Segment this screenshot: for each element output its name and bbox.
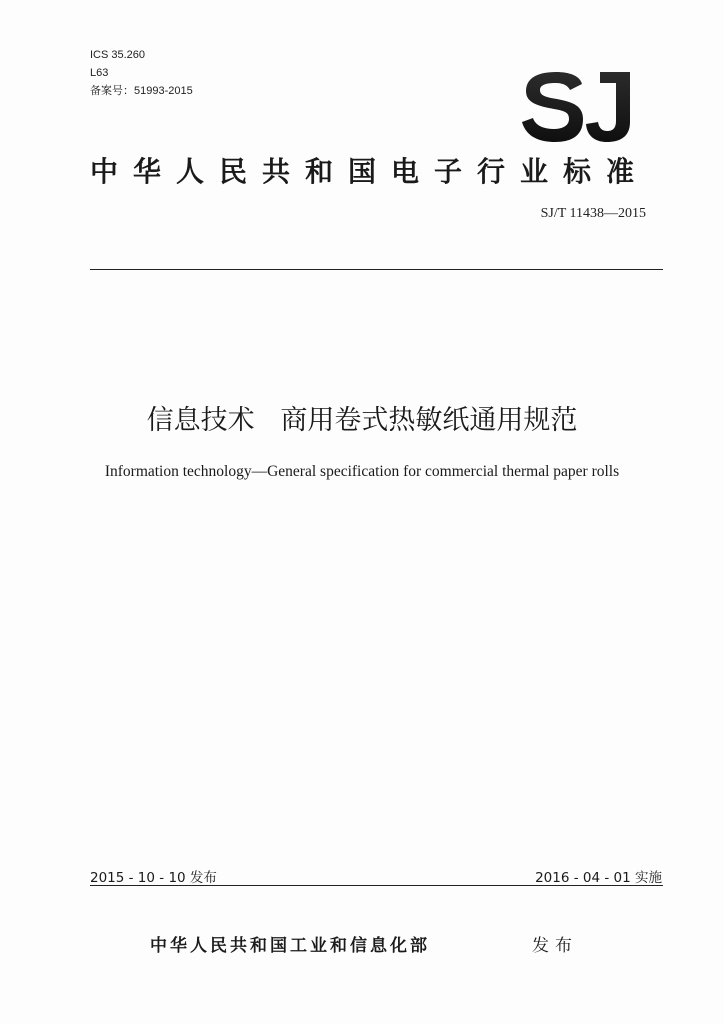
standard-number: SJ/T 11438—2015 xyxy=(540,206,646,221)
standard-title-english: Information technology—General specification for commercial thermal paper rolls xyxy=(104,463,620,480)
top-divider xyxy=(90,269,663,270)
standard-category-title: 中华人民共和国电子行业标准 xyxy=(90,155,650,188)
logo-letter-s xyxy=(522,72,583,142)
issuing-authority: 中华人民共和国工业和信息化部 xyxy=(150,936,430,956)
bottom-divider xyxy=(90,885,663,886)
ics-code: ICS 35.260 xyxy=(90,49,146,61)
logo-letter-j xyxy=(586,72,630,142)
issue-label: 发布 xyxy=(532,936,578,956)
classification-info xyxy=(90,46,193,100)
ccs-code: L63 xyxy=(90,67,109,79)
record-number: 备案号：51993-2015 xyxy=(90,85,193,97)
standard-title-chinese: 信息技术 商用卷式热敏纸通用规范 xyxy=(146,405,578,436)
implementation-date: 2016 - 04 - 01 实施 xyxy=(535,870,662,886)
issue-date: 2015 - 10 - 10 发布 xyxy=(90,870,217,886)
sj-logo xyxy=(520,70,632,144)
